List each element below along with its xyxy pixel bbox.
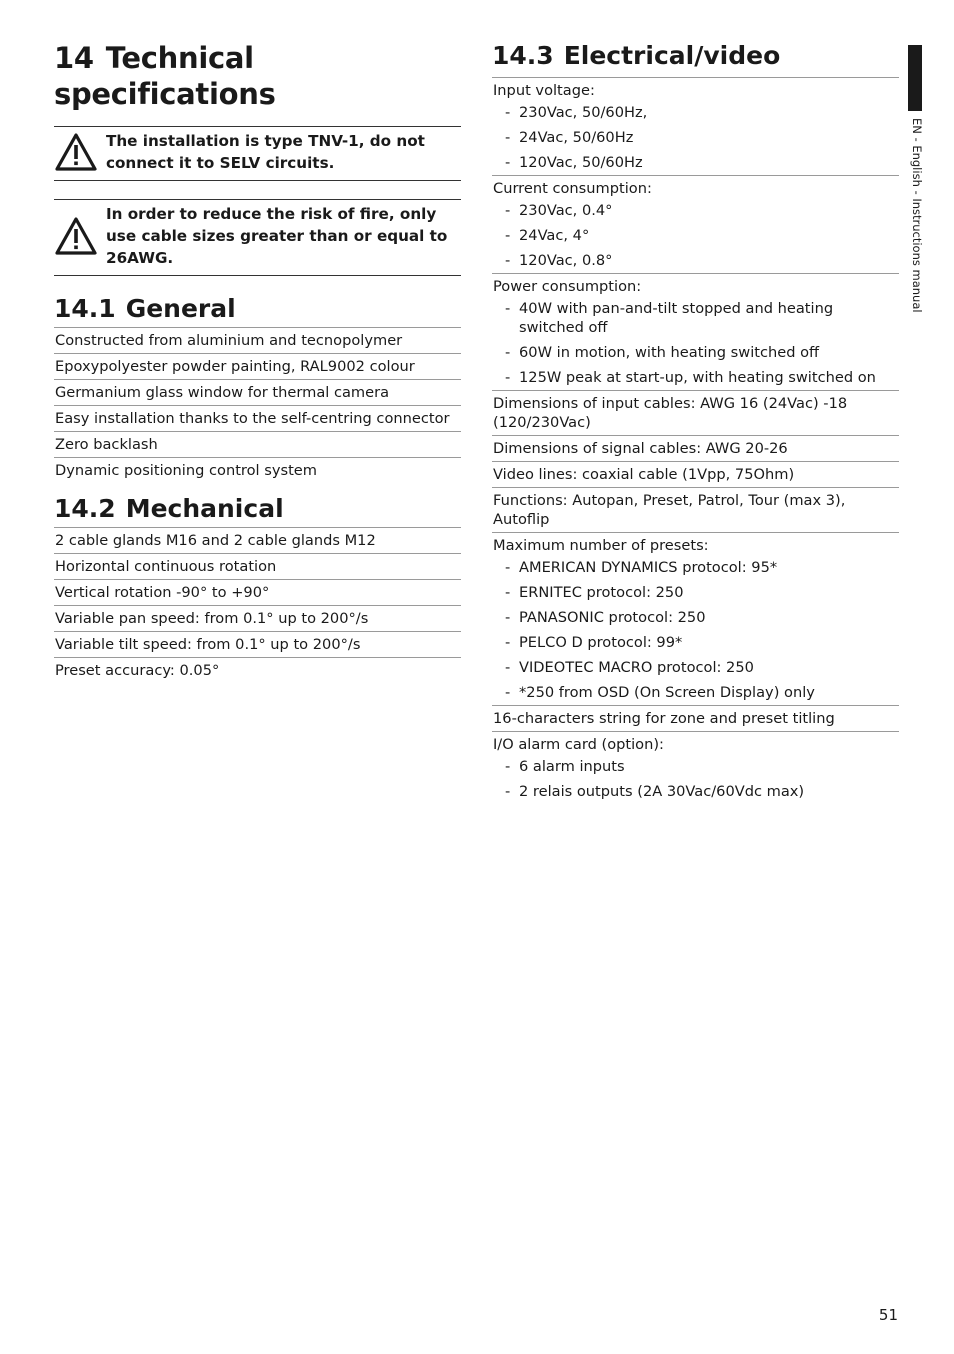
spec-item: Functions: Autopan, Preset, Patrol, Tour (max 3), Autoflip [492,488,899,533]
spec-group-label: Input voltage: [493,82,595,99]
warning-triangle-icon [54,132,98,172]
section-heading-general [54,293,461,325]
spec-item: Dimensions of signal cables: AWG 20-26 [492,436,899,462]
warning-triangle-icon [54,216,98,256]
spec-group-presets [492,533,899,706]
page-number: 51 [878,1306,898,1324]
general-spec-list [54,327,461,483]
spec-item: Easy installation thanks to the self-centring connector [54,406,461,432]
spec-subitem: - 24Vac, 50/60Hz [505,129,634,146]
spec-item: Horizontal continuous rotation [54,554,461,580]
spec-subitem: - 40W with pan-and-tilt stopped and heating switched off [505,300,834,336]
warning-text: In order to reduce the risk of fire, only use cable sizes greater than or equal to 26AWG. [106,205,448,267]
warning-box-tnv [54,126,461,181]
spec-subitem: - 120Vac, 0.8° [505,252,613,269]
spec-subitem: - 230Vac, 0.4° [505,202,613,219]
spec-item: Dimensions of input cables: AWG 16 (24Vac) -18 (120/230Vac) [492,391,899,436]
spec-subitem: - 230Vac, 50/60Hz, [505,104,648,121]
spec-item: Video lines: coaxial cable (1Vpp, 75Ohm) [492,462,899,488]
section-number: 14.1 [54,294,116,323]
spec-subitem: - 120Vac, 50/60Hz [505,154,643,171]
spec-subitem: - 6 alarm inputs [505,758,625,775]
section-heading-mechanical [54,493,461,525]
spec-group-power [492,274,899,391]
spec-subitem: - ERNITEC protocol: 250 [505,584,684,601]
spec-subitem: - PELCO D protocol: 99* [505,634,683,651]
spec-subitem: - AMERICAN DYNAMICS protocol: 95* [505,559,778,576]
spec-subitem: - 60W in motion, with heating switched off [505,344,820,361]
spec-group-input-voltage [492,78,899,176]
section-heading-electrical [492,40,899,72]
page-title-number: 14 [54,41,94,75]
spec-item: Preset accuracy: 0.05° [55,662,220,679]
spec-subitem: - 24Vac, 4° [505,227,590,244]
section-number: 14.3 [492,41,554,70]
warning-box-cable [54,199,461,276]
spec-subitem: - *250 from OSD (On Screen Display) only [505,684,815,701]
spec-group-label: Power consumption: [493,278,642,295]
spec-item: Zero backlash [54,432,461,458]
warning-text: The installation is type TNV-1, do not connect it to SELV circuits. [106,132,425,172]
spec-item: Variable pan speed: from 0.1° up to 200°/s [54,606,461,632]
side-language-label: EN - English - Instructions manual [910,118,924,313]
spec-group-current [492,176,899,274]
spec-item: Germanium glass window for thermal camera [54,380,461,406]
spec-item: 2 cable glands M16 and 2 cable glands M12 [54,528,461,554]
spec-subitem: - PANASONIC protocol: 250 [505,609,706,626]
page-title-text: Technical specifications [54,41,276,111]
spec-group-alarm [492,732,899,804]
spec-group-label: Current consumption: [493,180,652,197]
section-title: General [125,294,236,323]
spec-item: Constructed from aluminium and tecnopolymer [54,328,461,354]
section-number: 14.2 [54,494,116,523]
spec-subitem: - 125W peak at start-up, with heating switched on [505,369,876,386]
spec-subitem: - VIDEOTEC MACRO protocol: 250 [505,659,754,676]
spec-subitem: - 2 relais outputs (2A 30Vac/60Vdc max) [505,783,805,800]
spec-group-label: Maximum number of presets: [493,537,709,554]
section-title: Electrical/video [563,41,781,70]
spec-item: 16-characters string for zone and preset titling [492,706,899,732]
mechanical-spec-list [54,527,461,683]
spec-item: Epoxypolyester powder painting, RAL9002 colour [54,354,461,380]
right-column [492,40,899,804]
left-column [54,40,461,683]
language-tab-marker [908,45,922,111]
spec-item: Variable tilt speed: from 0.1° up to 200°/s [54,632,461,658]
spec-item: Vertical rotation -90° to +90° [54,580,461,606]
spec-item: Dynamic positioning control system [55,462,317,479]
page-title [54,40,461,112]
spec-group-label: I/O alarm card (option): [493,736,664,753]
electrical-spec-list [492,77,899,804]
section-title: Mechanical [125,494,284,523]
